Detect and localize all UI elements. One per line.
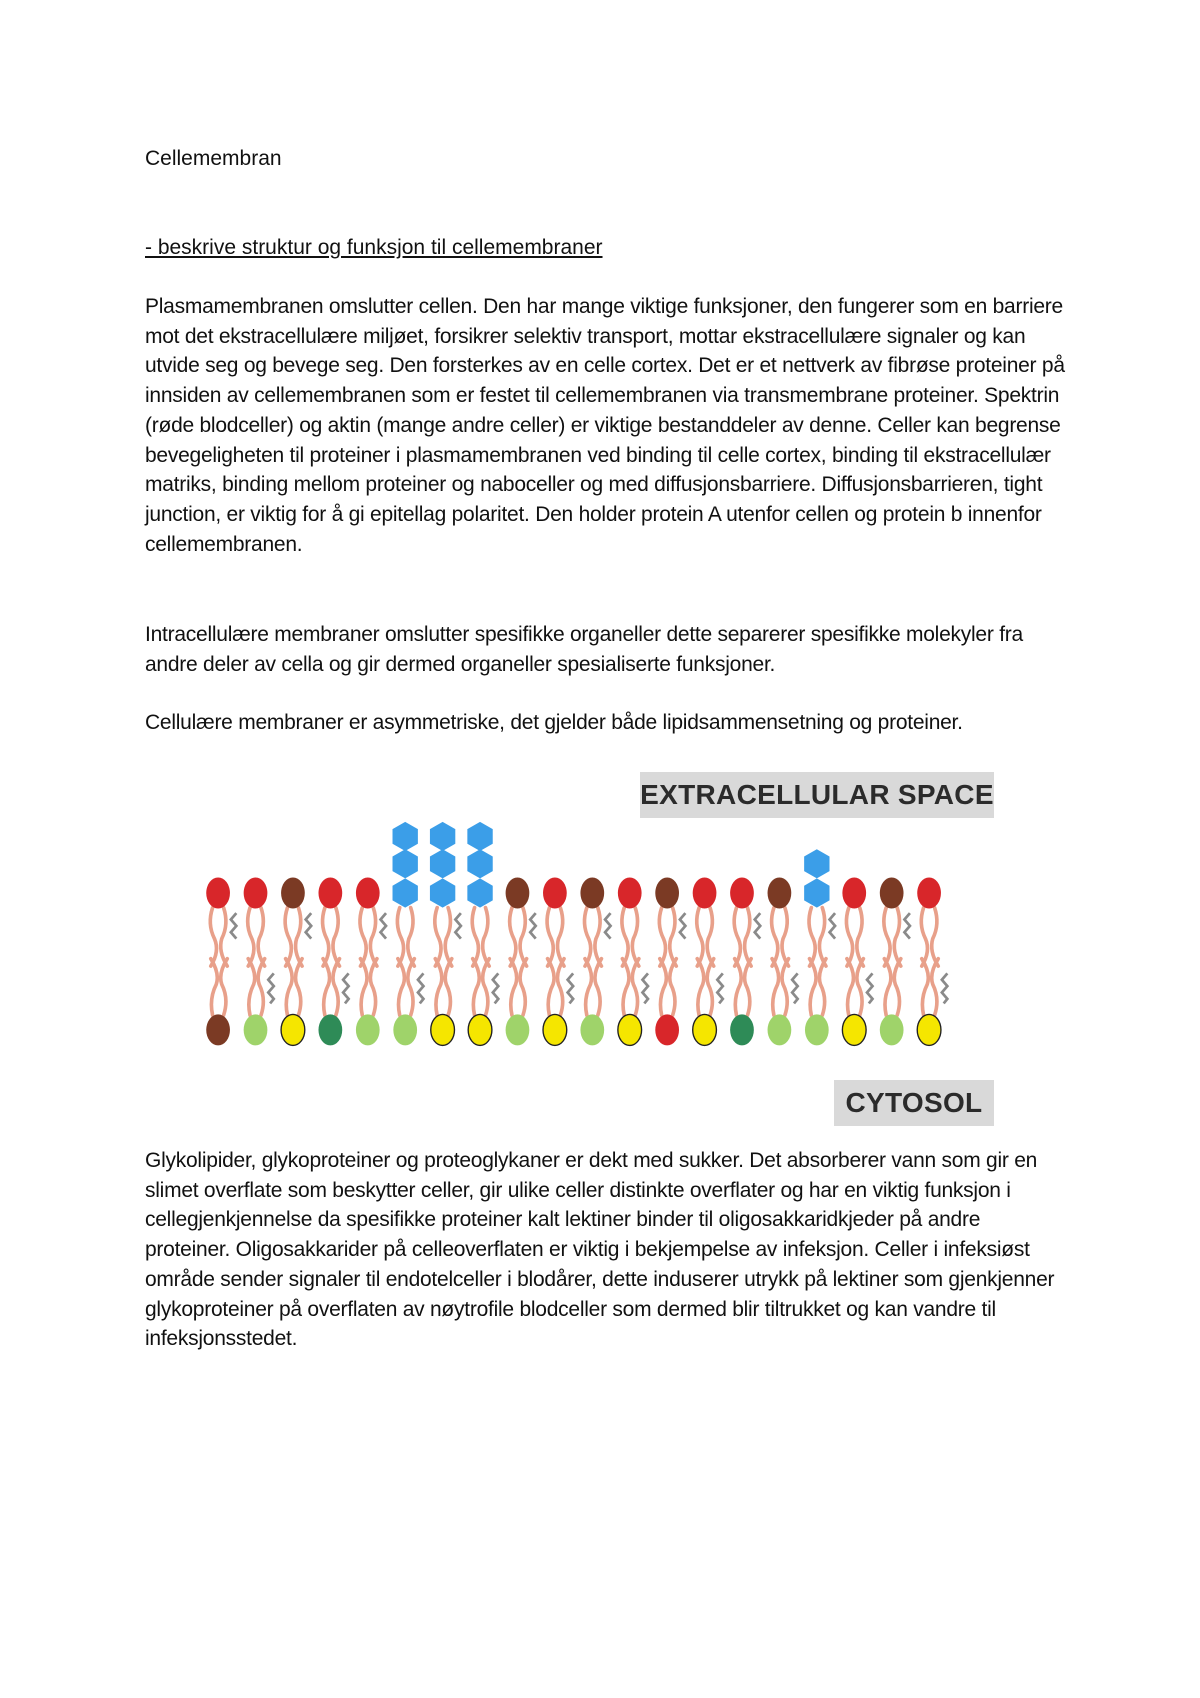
paragraph-intracellular-membranes: Intracellulære membraner omslutter spesifikke organeller dette separerer spesifikke molekyler fra andre deler av cella og gir dermed organeller spesialiserte funksjoner. <box>145 623 1023 676</box>
extracellular-space-label: EXTRACELLULAR SPACE <box>640 772 994 818</box>
section-heading: - beskrive struktur og funksjon til cellemembraner <box>145 236 603 259</box>
inner-phospholipid-head <box>693 1014 717 1045</box>
cytosol-label: CYTOSOL <box>834 1080 994 1126</box>
inner-cholesterol <box>792 973 797 1003</box>
inner-phospholipid-head <box>318 1014 342 1045</box>
inner-phospholipid-head <box>431 1014 455 1045</box>
inner-cholesterol <box>268 973 273 1003</box>
inner-phospholipid-head <box>805 1014 829 1045</box>
inner-cholesterol <box>643 973 648 1003</box>
inner-phospholipid-head <box>730 1014 754 1045</box>
document-title: Cellemembran <box>145 147 282 170</box>
outer-cholesterol <box>231 913 236 939</box>
outer-phospholipid-head <box>842 878 866 909</box>
outer-cholesterol <box>530 913 535 939</box>
sugar-hexagon <box>804 849 829 878</box>
outer-glycolipid-head <box>393 878 418 907</box>
outer-cholesterol <box>904 913 909 939</box>
inner-phospholipid-head <box>206 1014 230 1045</box>
outer-phospholipid-head <box>693 878 717 909</box>
sugar-hexagon <box>467 822 492 851</box>
inner-phospholipid-head <box>356 1014 380 1045</box>
inner-phospholipid-head <box>917 1014 941 1045</box>
outer-cholesterol <box>605 913 610 939</box>
sugar-hexagon <box>430 849 455 878</box>
outer-phospholipid-head <box>768 878 792 909</box>
inner-cholesterol <box>717 973 722 1003</box>
inner-cholesterol <box>343 973 348 1003</box>
outer-phospholipid-head <box>618 878 642 909</box>
inner-phospholipid-head <box>618 1014 642 1045</box>
outer-glycolipid-head <box>430 878 455 907</box>
inner-cholesterol <box>942 973 947 1003</box>
outer-phospholipid-head <box>506 878 530 909</box>
inner-phospholipid-head <box>281 1014 305 1045</box>
outer-phospholipid-head <box>880 878 904 909</box>
lipid-bilayer-figure <box>155 820 1015 1050</box>
paragraph-plasma-membrane: Plasmamembranen omslutter cellen. Den har mange viktige funksjoner, den fungerer som en barriere mot det ekstracellulære miljøet, forsikrer selektiv transport, mottar ekstracellulære signaler og kan utvide seg og bevege seg. Den forsterkes av en celle cortex. Det er et nettverk av fibrøse proteiner på innsiden av cellemembranen som er festet til cellemembranen via transmembrane proteiner. Spektrin (røde blodceller) og aktin (mange andre celler) er viktige bestanddeler av denne. Celler kan begrense bevegeligheten til proteiner i plasmamembranen ved binding til celle cortex, binding til ekstracellulær matriks, binding mellom proteiner og naboceller og med diffusjonsbarriere. Diffusjonsbarrieren, tight junction, er viktig for å gi epitellag polaritet. Den holder protein A utenfor cellen og protein b innenfor cellemembranen. <box>145 295 1065 556</box>
outer-phospholipid-head <box>543 878 567 909</box>
inner-phospholipid-head <box>580 1014 604 1045</box>
outer-cholesterol <box>306 913 311 939</box>
inner-phospholipid-head <box>543 1014 567 1045</box>
sugar-hexagon <box>393 849 418 878</box>
outer-glycolipid-head <box>804 878 829 907</box>
sugar-hexagon <box>430 822 455 851</box>
inner-phospholipid-head <box>842 1014 866 1045</box>
outer-cholesterol <box>755 913 760 939</box>
inner-phospholipid-head <box>506 1014 530 1045</box>
inner-phospholipid-head <box>468 1014 492 1045</box>
inner-phospholipid-head <box>655 1014 679 1045</box>
inner-phospholipid-head <box>393 1014 417 1045</box>
outer-phospholipid-head <box>281 878 305 909</box>
outer-cholesterol <box>455 913 460 939</box>
inner-cholesterol <box>493 973 498 1003</box>
outer-phospholipid-head <box>580 878 604 909</box>
outer-cholesterol <box>680 913 685 939</box>
outer-phospholipid-head <box>655 878 679 909</box>
outer-cholesterol <box>830 913 835 939</box>
outer-phospholipid-head <box>730 878 754 909</box>
inner-cholesterol <box>867 973 872 1003</box>
inner-phospholipid-head <box>880 1014 904 1045</box>
outer-glycolipid-head <box>467 878 492 907</box>
inner-cholesterol <box>568 973 573 1003</box>
sugar-hexagon <box>467 849 492 878</box>
outer-phospholipid-head <box>917 878 941 909</box>
outer-phospholipid-head <box>318 878 342 909</box>
sugar-hexagon <box>393 822 418 851</box>
inner-phospholipid-head <box>768 1014 792 1045</box>
inner-phospholipid-head <box>244 1014 268 1045</box>
outer-cholesterol <box>381 913 386 939</box>
paragraph-glycocalyx: Glykolipider, glykoproteiner og proteoglykaner er dekt med sukker. Det absorberer vann som gir en slimet overflate som beskytter celler, gir ulike celler distinkte overflater og har en viktig funksjon i cellegjenkjennelse da spesifikke proteiner kalt lektiner binder til oligosakkaridkjeder på andre proteiner. Oligosakkarider på celleoverflaten er viktig i bekjempelse av infeksjon. Celler i infeksiøst område sender signaler til endotelceller i blodårer, dette induserer utrykk på lektiner som gjenkjenner glykoproteiner på overflaten av nøytrofile blodceller som dermed blir tiltrukket og kan vandre til infeksjonsstedet. <box>145 1149 1055 1351</box>
outer-phospholipid-head <box>244 878 268 909</box>
inner-cholesterol <box>418 973 423 1003</box>
outer-phospholipid-head <box>206 878 230 909</box>
outer-phospholipid-head <box>356 878 380 909</box>
paragraph-asymmetry: Cellulære membraner er asymmetriske, det gjelder både lipidsammensetning og proteiner. <box>145 711 963 734</box>
